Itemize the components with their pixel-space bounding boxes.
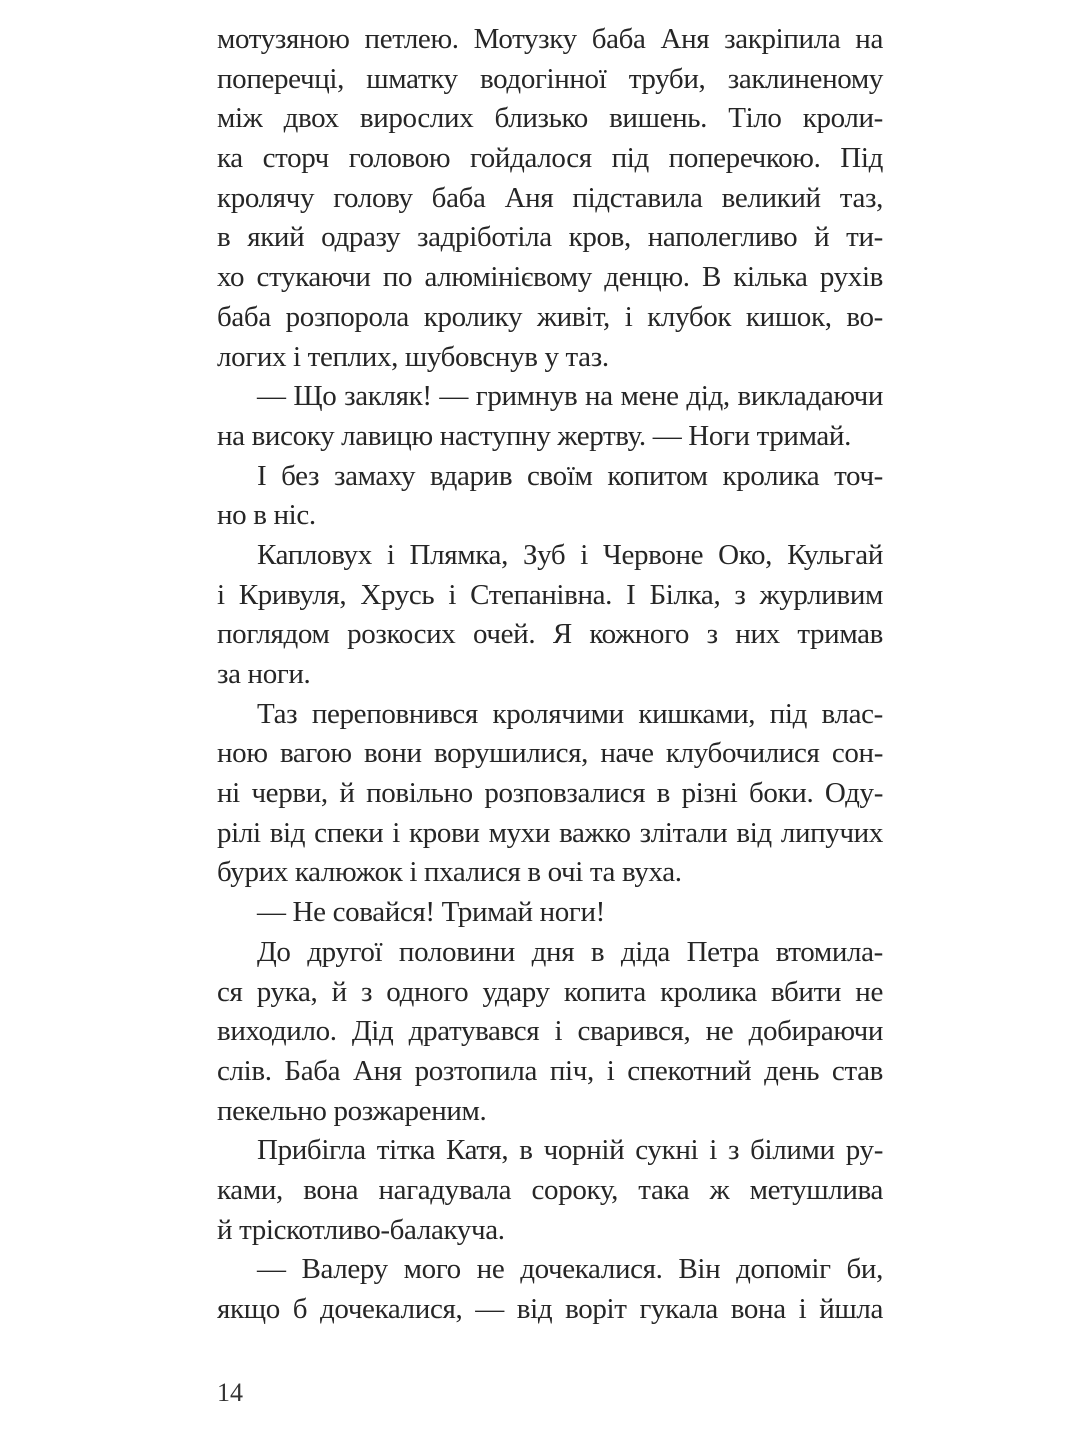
text-line: поглядом розкосих очей. Я кожного з них тримав	[217, 618, 883, 651]
text-line: поперечці, шматку водогінної труби, заклиненому	[217, 62, 883, 95]
text-line: на високу лавицю наступну жертву. — Ноги тримай.	[217, 419, 852, 452]
text-line: — Що закляк! — гримнув на мене дід, викладаючи	[257, 380, 883, 413]
page-number: 14	[217, 1378, 243, 1407]
text-line: Капловух і Плямка, Зуб і Червоне Око, Кульгай	[257, 538, 883, 571]
text-line: Таз переповнився кролячими кишками, під влас-	[257, 697, 883, 730]
text-line: слів. Баба Аня розтопила піч, і спекотний день став	[217, 1054, 883, 1087]
text-line: пекельно розжареним.	[217, 1094, 487, 1127]
text-line: Прибігла тітка Катя, в чорній сукні і з білими ру-	[257, 1134, 883, 1167]
text-line: виходило. Дід дратувався і сварився, не добираючи	[217, 1015, 883, 1048]
text-line: І без замаху вдарив своїм копитом кролика точ-	[257, 459, 883, 492]
text-line: — Валеру мого не дочекалися. Він допоміг би,	[257, 1253, 883, 1286]
text-line: між двох вирослих близько вишень. Тіло кроли-	[217, 102, 883, 135]
text-line: — Не совайся! Тримай ноги!	[257, 896, 605, 929]
text-line: кролячу голову баба Аня підставила великий таз,	[217, 181, 883, 214]
body-text	[217, 20, 883, 1330]
text-line: бурих калюжок і пхалися в очі та вуха.	[217, 856, 682, 889]
text-line: якщо б дочекалися, — від воріт гукала вона і йшла	[217, 1293, 883, 1325]
text-line: за ноги.	[217, 658, 311, 690]
text-line: ні черви, й повільно розповзалися в різні боки. Оду-	[217, 777, 883, 810]
text-line: в який одразу задріботіла кров, наполегливо й ти-	[217, 221, 883, 254]
text-line: До другої половини дня в діда Петра втомила-	[257, 935, 883, 968]
text-line: логих і теплих, шубовснув у таз.	[217, 340, 609, 373]
text-line: рілі від спеки і крови мухи важко злітали від липучих	[217, 816, 883, 849]
text-line: і Кривуля, Хрусь і Степанівна. І Білка, з журливим	[217, 578, 883, 611]
text-line: ка сторч головою гойдалося під поперечкою. Під	[217, 142, 883, 175]
text-line: хо стукаючи по алюмінієвому денцю. В кілька рухів	[217, 261, 883, 294]
text-line: ся рука, й з одного удару копита кролика вбити не	[217, 975, 883, 1008]
text-line: ками, вона нагадувала сороку, така ж метушлива	[217, 1173, 883, 1206]
text-line: ною вагою вони ворушилися, наче клубочилися сон-	[217, 737, 883, 770]
text-line: баба розпорола кролику живіт, і клубок кишок, во-	[217, 300, 883, 333]
text-line: но в ніс.	[217, 499, 316, 532]
text-line: й тріскотливо-балакуча.	[217, 1213, 505, 1246]
text-line: мотузяною петлею. Мотузку баба Аня закріпила на	[217, 23, 883, 55]
